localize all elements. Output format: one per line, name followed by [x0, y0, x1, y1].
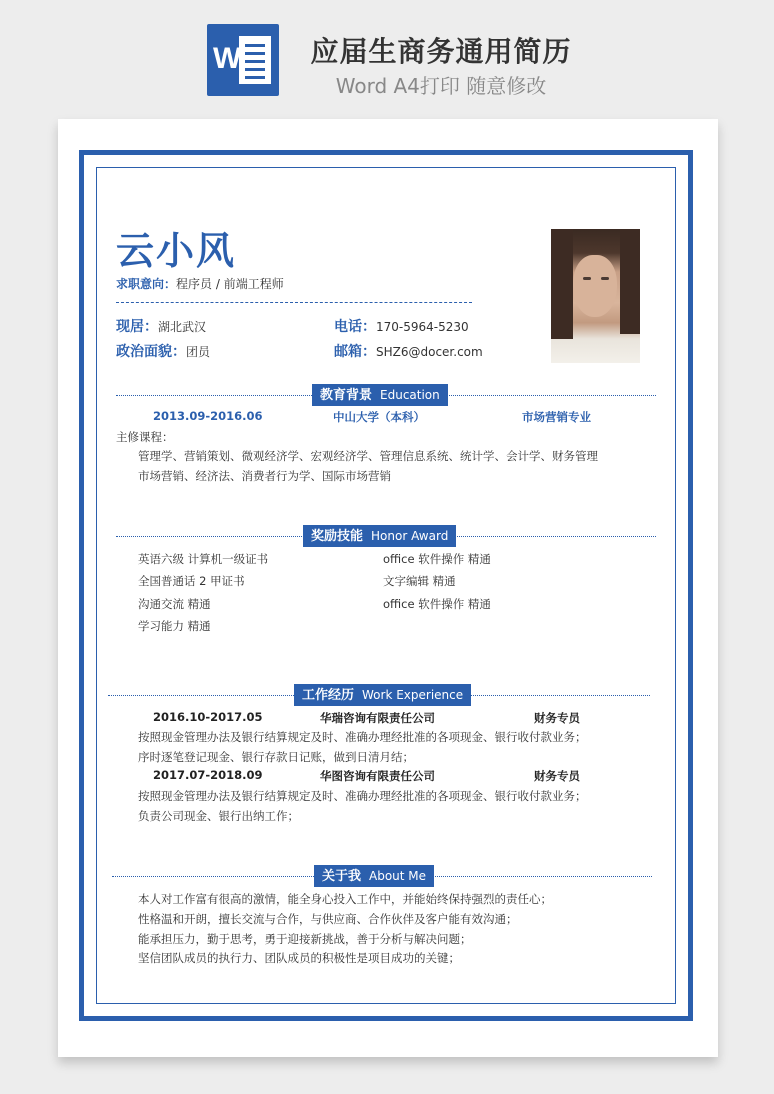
residence-label: 现居： — [116, 319, 158, 335]
email-label: 邮箱： — [334, 344, 376, 360]
awards-title: 奖励技能 — [311, 529, 364, 544]
awards-title-en: Honor Award — [371, 529, 449, 543]
banner-subtitle: Word A4打印 随意修改 — [335, 74, 547, 98]
word-doc-shape — [239, 36, 271, 84]
work-title-en: Work Experience — [362, 688, 464, 702]
objective-value: 程序员 / 前端工程师 — [176, 277, 284, 291]
political-label: 政治面貌： — [116, 344, 186, 360]
awards-section-title — [303, 525, 456, 547]
education-title: 教育背景 — [320, 388, 373, 403]
work-title: 工作经历 — [302, 688, 355, 703]
award-left-2: 全国普通话 2 甲证书 — [138, 574, 245, 588]
job-1-line-2: 序时逐笔登记现金、银行存款日记账，做到日清月结； — [138, 750, 414, 764]
about-section-title — [314, 865, 434, 887]
award-left-1: 英语六级 计算机一级证书 — [138, 552, 269, 566]
email-value: SHZ6@docer.com — [376, 345, 483, 359]
about-line-2: 性格温和开朗，擅长交流与合作，与供应商、合作伙伴及客户能有效沟通； — [138, 912, 518, 926]
top-banner — [0, 0, 774, 112]
phone-value: 170-5964-5230 — [376, 320, 469, 334]
phone — [334, 316, 469, 336]
job-1-line-1: 按照现金管理办法及银行结算规定及时、准确办理经批准的各项现金、银行收付款业务； — [138, 730, 587, 744]
about-title: 关于我 — [322, 869, 362, 884]
education-major: 市场营销专业 — [522, 410, 591, 424]
candidate-name: 云小风 — [116, 229, 237, 273]
courses-line-2: 市场营销、经济法、消费者行为学、国际市场营销 — [138, 469, 391, 483]
award-right-2: 文字编辑 精通 — [383, 574, 456, 588]
job-1-position: 财务专员 — [534, 711, 580, 725]
courses-label: 主修课程： — [116, 430, 174, 444]
residence-value: 湖北武汉 — [158, 320, 207, 334]
job-1-date: 2016.10-2017.05 — [153, 710, 263, 724]
political-value: 团员 — [186, 345, 211, 359]
education-section-title — [312, 384, 448, 406]
award-left-3: 沟通交流 精通 — [138, 597, 211, 611]
award-right-3: office 软件操作 精通 — [383, 597, 491, 611]
award-right-1: office 软件操作 精通 — [383, 552, 491, 566]
profile-photo — [551, 229, 640, 363]
word-icon-letter: W — [213, 42, 242, 75]
education-title-en: Education — [380, 388, 440, 402]
job-1-company: 华瑞咨询有限责任公司 — [320, 711, 435, 725]
about-line-3: 能承担压力，勤于思考，勇于迎接新挑战，善于分析与解决问题； — [138, 932, 472, 946]
banner-title: 应届生商务通用简历 — [310, 35, 572, 68]
about-title-en: About Me — [369, 869, 427, 883]
residence — [116, 316, 206, 336]
job-2-company: 华图咨询有限责任公司 — [320, 769, 435, 783]
header-divider — [116, 302, 472, 303]
courses-line-1: 管理学、营销策划、微观经济学、宏观经济学、管理信息系统、统计学、会计学、财务管理 — [138, 449, 598, 463]
education-school: 中山大学（本科） — [333, 410, 425, 424]
phone-label: 电话： — [334, 319, 376, 335]
political-status — [116, 341, 210, 361]
education-date: 2013.09-2016.06 — [153, 409, 263, 423]
objective-label: 求职意向： — [116, 277, 177, 291]
award-left-4: 学习能力 精通 — [138, 619, 211, 633]
about-line-4: 坚信团队成员的执行力、团队成员的积极性是项目成功的关键； — [138, 951, 460, 965]
job-2-position: 财务专员 — [534, 769, 580, 783]
job-2-line-2: 负责公司现金、银行出纳工作； — [138, 809, 299, 823]
email — [334, 341, 483, 361]
job-2-date: 2017.07-2018.09 — [153, 768, 263, 782]
about-line-1: 本人对工作富有很高的激情，能全身心投入工作中，并能始终保持强烈的责任心； — [138, 892, 552, 906]
word-icon — [207, 24, 279, 96]
job-objective — [116, 275, 284, 292]
job-2-line-1: 按照现金管理办法及银行结算规定及时、准确办理经批准的各项现金、银行收付款业务； — [138, 789, 587, 803]
work-section-title — [294, 684, 471, 706]
